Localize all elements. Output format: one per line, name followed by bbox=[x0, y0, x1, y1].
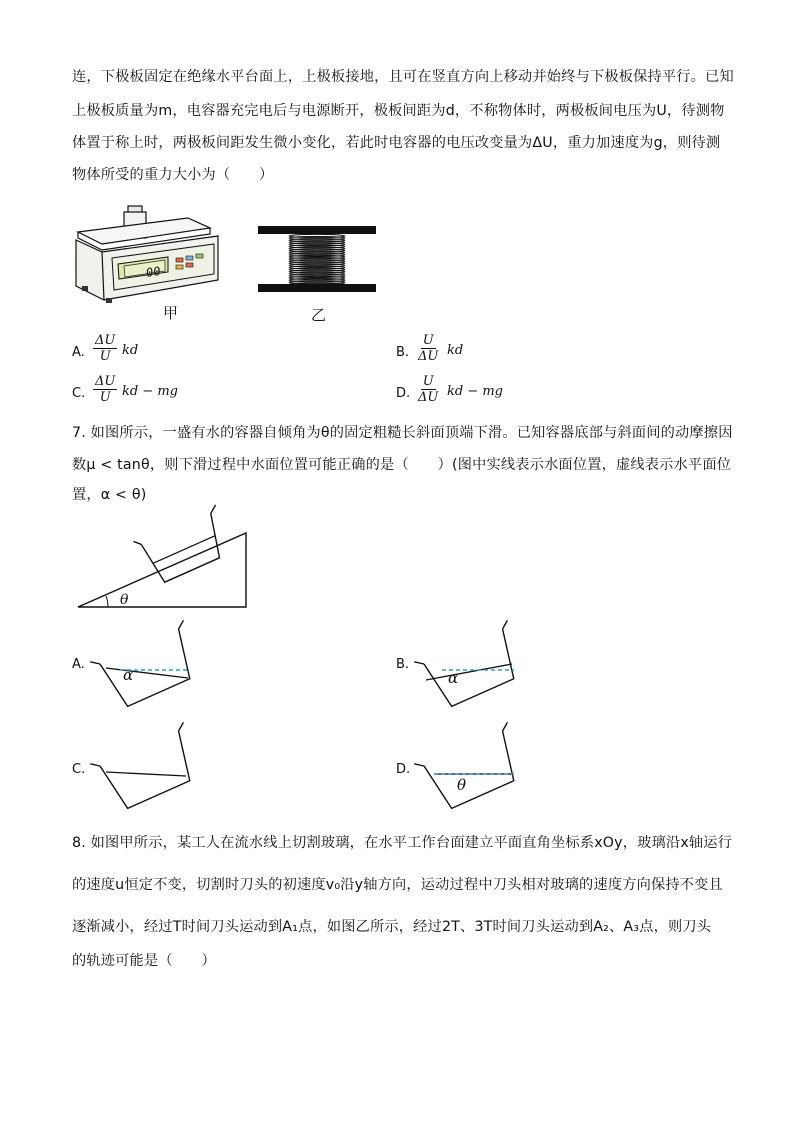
q6-option-c-numerator: ΔU bbox=[95, 374, 116, 389]
q6-option-a-label[interactable]: A. bbox=[72, 345, 85, 360]
q6-option-b-suffix: kd bbox=[447, 343, 464, 358]
figure-label-yi: 乙 bbox=[311, 306, 327, 324]
q7-line-1: 7. 如图所示，一盛有水的容器自倾角为θ的固定粗糙长斜面顶端下滑。已知容器底部与斜面间的动摩擦因 bbox=[72, 425, 733, 441]
q6-line-3: 体置于称上时，两极板间距发生微小变化，若此时电容器的电压改变量为ΔU，重力加速度为g，则待测 bbox=[72, 135, 721, 151]
q7-option-b-container bbox=[416, 622, 516, 702]
q7-line-3: 置，α < θ) bbox=[72, 487, 147, 503]
q7-option-d-label[interactable]: D. bbox=[396, 762, 411, 777]
q6-option-c-suffix: kd − mg bbox=[122, 384, 179, 399]
q7-option-b-label[interactable]: B. bbox=[396, 657, 410, 672]
figure-label-jia: 甲 bbox=[163, 304, 179, 322]
q7-option-b-angle: α bbox=[448, 669, 459, 687]
q7-option-c-container bbox=[92, 724, 192, 804]
q6-option-a-fraction bbox=[93, 333, 117, 364]
q6-option-c-fraction bbox=[93, 374, 117, 405]
q6-option-a-suffix: kd bbox=[122, 343, 139, 358]
q6-option-d-label[interactable]: D. bbox=[396, 386, 411, 401]
q8-line-3: 逐渐减小，经过T时间刀头运动到A₁点，如图乙所示，经过2T、3T时间刀头运动到A₂、A₃点，则刀头 bbox=[72, 919, 712, 935]
q6-option-b-numerator: U bbox=[422, 333, 434, 348]
q6-option-b-fraction bbox=[418, 333, 438, 364]
q6-option-d-fraction bbox=[418, 374, 438, 405]
electronic-scale-figure bbox=[68, 192, 228, 302]
q7-option-a-container bbox=[92, 622, 192, 702]
q6-option-c-denominator: U bbox=[99, 390, 111, 405]
q7-option-a-label[interactable]: A. bbox=[72, 657, 85, 672]
q6-option-c-label[interactable]: C. bbox=[72, 386, 86, 401]
q7-line-2: 数μ < tanθ，则下滑过程中水面位置可能正确的是（ ）(图中实线表示水面位置，虚线表示水平面位 bbox=[72, 457, 732, 473]
q8-line-2: 的速度u恒定不变，切割时刀头的初速度v₀沿y轴方向，运动过程中刀头相对玻璃的速度方向保持不变且 bbox=[72, 877, 723, 893]
scale-display-reading: 00 bbox=[146, 263, 161, 281]
incline-angle-label: θ bbox=[120, 592, 129, 608]
q6-option-d-suffix: kd − mg bbox=[447, 384, 504, 399]
q6-option-d-denominator: ΔU bbox=[418, 390, 439, 405]
q8-line-4: 的轨迹可能是（ ） bbox=[72, 953, 216, 969]
q6-option-a-numerator: ΔU bbox=[95, 333, 116, 348]
q6-line-1: 连，下极板固定在绝缘水平台面上，上极板接地，且可在竖直方向上移动并始终与下极板保持平行。已知 bbox=[72, 69, 734, 85]
capacitor-spring-figure bbox=[258, 224, 378, 294]
q8-line-1: 8. 如图甲所示，某工人在流水线上切割玻璃，在水平工作台面建立平面直角坐标系xOy，玻璃沿x轴运行 bbox=[72, 835, 733, 851]
q6-option-b-denominator: ΔU bbox=[418, 349, 439, 364]
q7-option-d-angle: θ bbox=[457, 776, 467, 794]
incline-container-figure bbox=[74, 508, 264, 613]
q6-option-a-denominator: U bbox=[99, 349, 111, 364]
q6-line-4: 物体所受的重力大小为（ ） bbox=[72, 167, 274, 183]
q6-option-b-label[interactable]: B. bbox=[396, 345, 410, 360]
q6-option-d-numerator: U bbox=[422, 374, 434, 389]
q7-option-c-label[interactable]: C. bbox=[72, 762, 86, 777]
q7-option-a-angle: α bbox=[123, 666, 134, 684]
q6-line-2: 上极板质量为m，电容器充完电后与电源断开，极板间距为d，不称物体时，两极板间电压为U，待测物 bbox=[72, 103, 725, 119]
